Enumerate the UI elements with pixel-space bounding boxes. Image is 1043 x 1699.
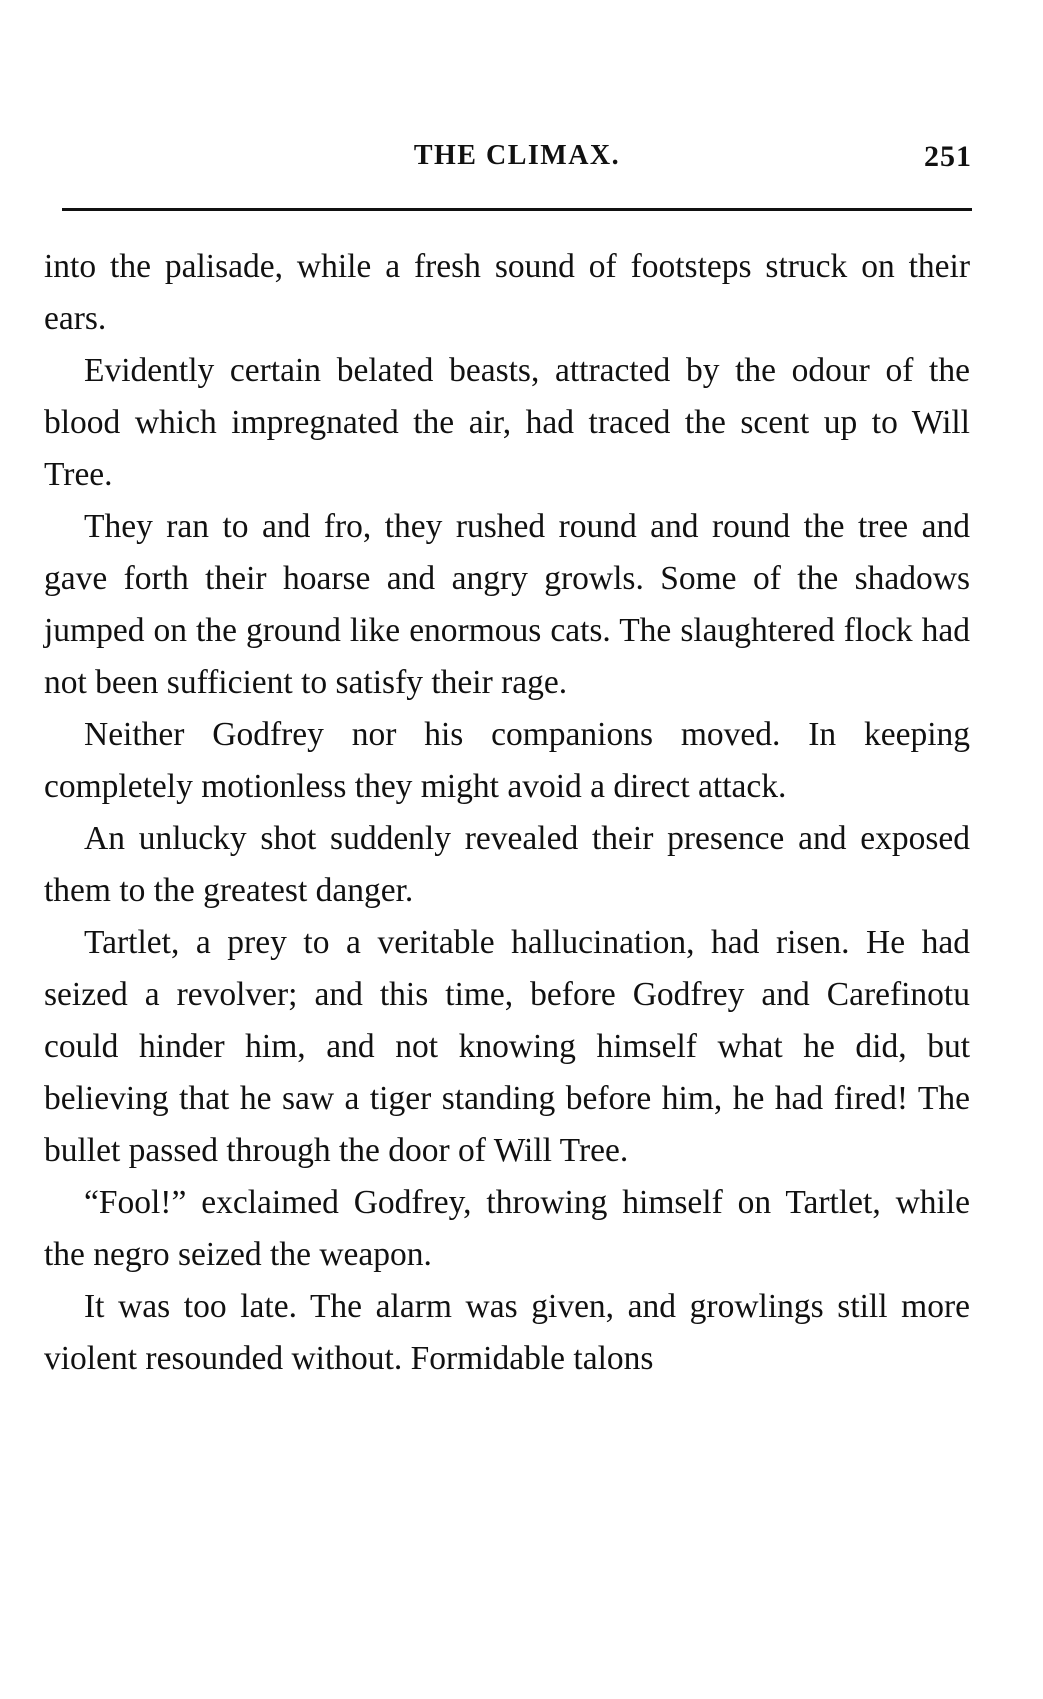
paragraph: An unlucky shot suddenly revealed their presence and exposed them to the greatest danger. [44, 820, 970, 909]
paragraph: It was too late. The alarm was given, and growlings still more violent resounded without. Formidable talons [44, 1288, 970, 1377]
paragraph: “Fool!” exclaimed Godfrey, throwing himself on Tartlet, while the negro seized the weapon. [44, 1184, 970, 1273]
paragraph: Neither Godfrey nor his companions moved. In keeping completely motionless they might avoid a direct attack. [44, 716, 970, 805]
paragraph: Evidently certain belated beasts, attracted by the odour of the blood which impregnated the air, had traced the scent up to Will Tree. [44, 352, 970, 493]
paragraph: Tartlet, a prey to a veritable hallucination, had risen. He had seized a revolver; and this time, before Godfrey and Carefinotu could hinder him, and not knowing himself what he did, but believing that he saw a tiger standing before him, he had fired! The bullet passed through the door of Will Tree. [44, 924, 970, 1169]
body-text [44, 241, 970, 1385]
paragraph: into the palisade, while a fresh sound of footsteps struck on their ears. [44, 248, 970, 337]
running-title: THE CLIMAX. [413, 140, 621, 171]
running-head [62, 140, 972, 180]
page-number: 251 [924, 140, 972, 173]
header-rule [62, 208, 972, 211]
paragraph: They ran to and fro, they rushed round and round the tree and gave forth their hoarse and angry growls. Some of the shadows jumped on the ground like enormous cats. The slaughtered flock had not been sufficient to satisfy their rage. [44, 508, 970, 701]
